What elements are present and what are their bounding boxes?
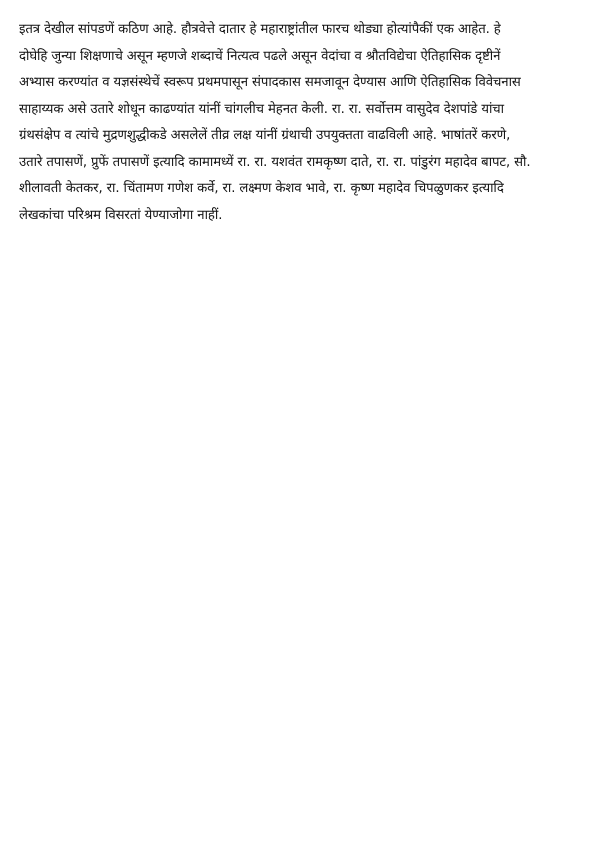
text-line: अभ्यास करण्यांत व यज्ञसंस्थेचें स्वरूप प्रथमपासून संपादकास समजावून देण्यास आणि ऐतिहासिक विवेचनास: [19, 75, 521, 90]
text-line: शीलावती केतकर, रा. चिंतामण गणेश कर्वे, रा. लक्ष्मण केशव भावे, रा. कृष्ण महादेव चिपळुणकर इत्यादि: [19, 181, 504, 196]
text-line: इतत्र देखील सांपडणें कठिण आहे. हौत्रवेत्ते दातार हे महाराष्ट्रांतील फारच थोड्या होत्यांपैकीं एक आहेत. हे: [19, 22, 501, 37]
body-paragraph: [19, 17, 585, 229]
text-line: साहाय्यक असे उतारे शोधून काढण्यांत यांनीं चांगलीच मेहनत केली. रा. रा. सर्वोत्तम वासुदेव देशपांडे यांचा: [19, 101, 504, 117]
text-line: ग्रंथसंक्षेप व त्यांचे मुद्रणशुद्धीकडे असलेलें तीव्र लक्ष यांनीं ग्रंथाची उपयुक्तता वाढविली आहे. भाषांतरें करणे,: [19, 128, 511, 143]
text-line: दोघेहि जुन्या शिक्षणाचे असून म्हणजे शब्दाचें नित्यत्व पढले असून वेदांचा व श्रौतविद्येचा ऐतिहासिक दृष्टीनें: [19, 48, 501, 64]
text-line: उतारे तपासणें, प्रुफें तपासणें इत्यादि कामामध्यें रा. रा. यशवंत रामकृष्ण दाते, रा. रा. पांडुरंग महादेव बापट, सौ.: [19, 154, 531, 170]
text-line: लेखकांचा परिश्रम विसरतां येण्याजोगा नाहीं.: [19, 207, 223, 223]
